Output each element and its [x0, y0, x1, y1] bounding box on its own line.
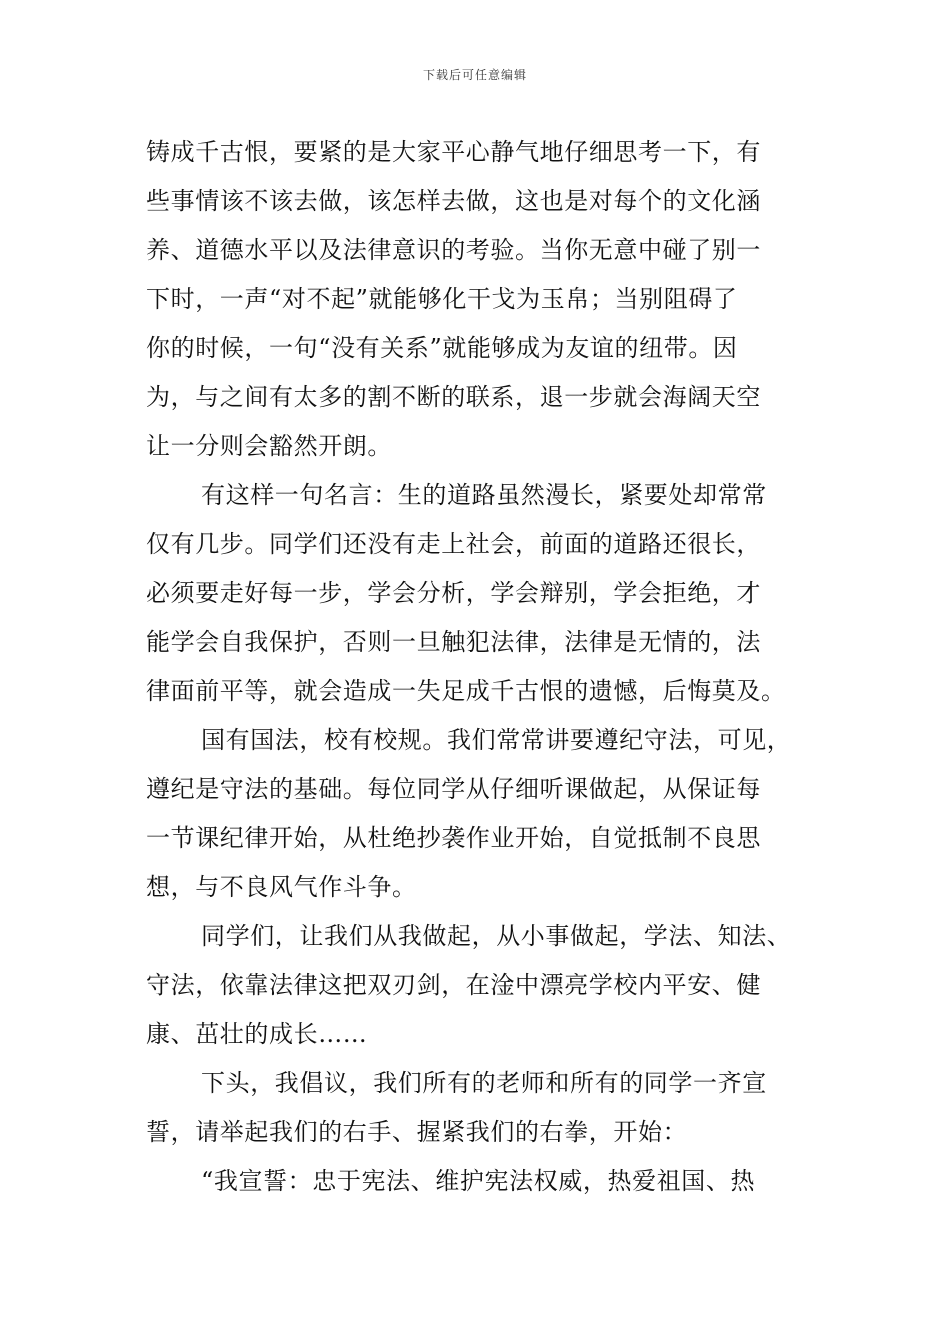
- text-line: 铸成千古恨，要紧的是大家平心静气地仔细思考一下，有: [146, 138, 761, 166]
- text-line: 律面前平等，就会造成一失足成千古恨的遗憾，后悔莫及。: [146, 677, 786, 705]
- text-line: 誓，请举起我们的右手、握紧我们的右拳，开始：: [146, 1118, 688, 1146]
- text-line: “我宣誓：忠于宪法、维护宪法权威，热爱祖国、热: [201, 1167, 756, 1195]
- paragraph: [146, 1157, 846, 1206]
- text-line: 想，与不良风气作斗争。: [146, 873, 417, 901]
- text-line: 必须要走好每一步，学会分析，学会辩别，学会拒绝，才: [146, 579, 761, 607]
- text-line: 仅有几步。同学们还没有走上社会，前面的道路还很长，: [146, 530, 761, 558]
- paragraph: [146, 471, 846, 716]
- document-body: [146, 128, 846, 1206]
- paragraph: [146, 128, 846, 471]
- text-line: 下时，一声“对不起”就能够化干戈为玉帛；当别阻碍了: [146, 285, 738, 313]
- paragraph: [146, 912, 846, 1059]
- text-line: 有这样一句名言：生的道路虽然漫长，紧要处却常常: [201, 481, 767, 509]
- text-line: 你的时候，一句“没有关系”就能够成为友谊的纽带。因: [146, 334, 738, 362]
- text-line: 为，与之间有太多的割不断的联系，退一步就会海阔天空: [146, 383, 761, 411]
- text-line: 一节课纪律开始，从杜绝抄袭作业开始，自觉抵制不良思: [146, 824, 761, 852]
- text-line: 国有国法，校有校规。我们常常讲要遵纪守法，可见，: [201, 726, 792, 754]
- text-line: 让一分则会豁然开朗。: [146, 432, 392, 460]
- text-line: 守法，依靠法律这把双刃剑，在淦中漂亮学校内平安、健: [146, 971, 761, 999]
- paragraph: [146, 716, 846, 912]
- text-line: 康、茁壮的成长……: [146, 1020, 368, 1048]
- paragraph: [146, 1059, 846, 1157]
- text-line: 同学们，让我们从我做起，从小事做起，学法、知法、: [201, 922, 792, 950]
- page-header: 下载后可任意编辑: [422, 68, 527, 82]
- text-line: 些事情该不该去做，该怎样去做，这也是对每个的文化涵: [146, 187, 761, 215]
- text-line: 能学会自我保护，否则一旦触犯法律，法律是无情的，法: [146, 628, 761, 656]
- text-line: 下头，我倡议，我们所有的老师和所有的同学一齐宣: [201, 1069, 767, 1097]
- text-line: 养、道德水平以及法律意识的考验。当你无意中碰了别一: [146, 236, 761, 264]
- text-line: 遵纪是守法的基础。每位同学从仔细听课做起，从保证每: [146, 775, 761, 803]
